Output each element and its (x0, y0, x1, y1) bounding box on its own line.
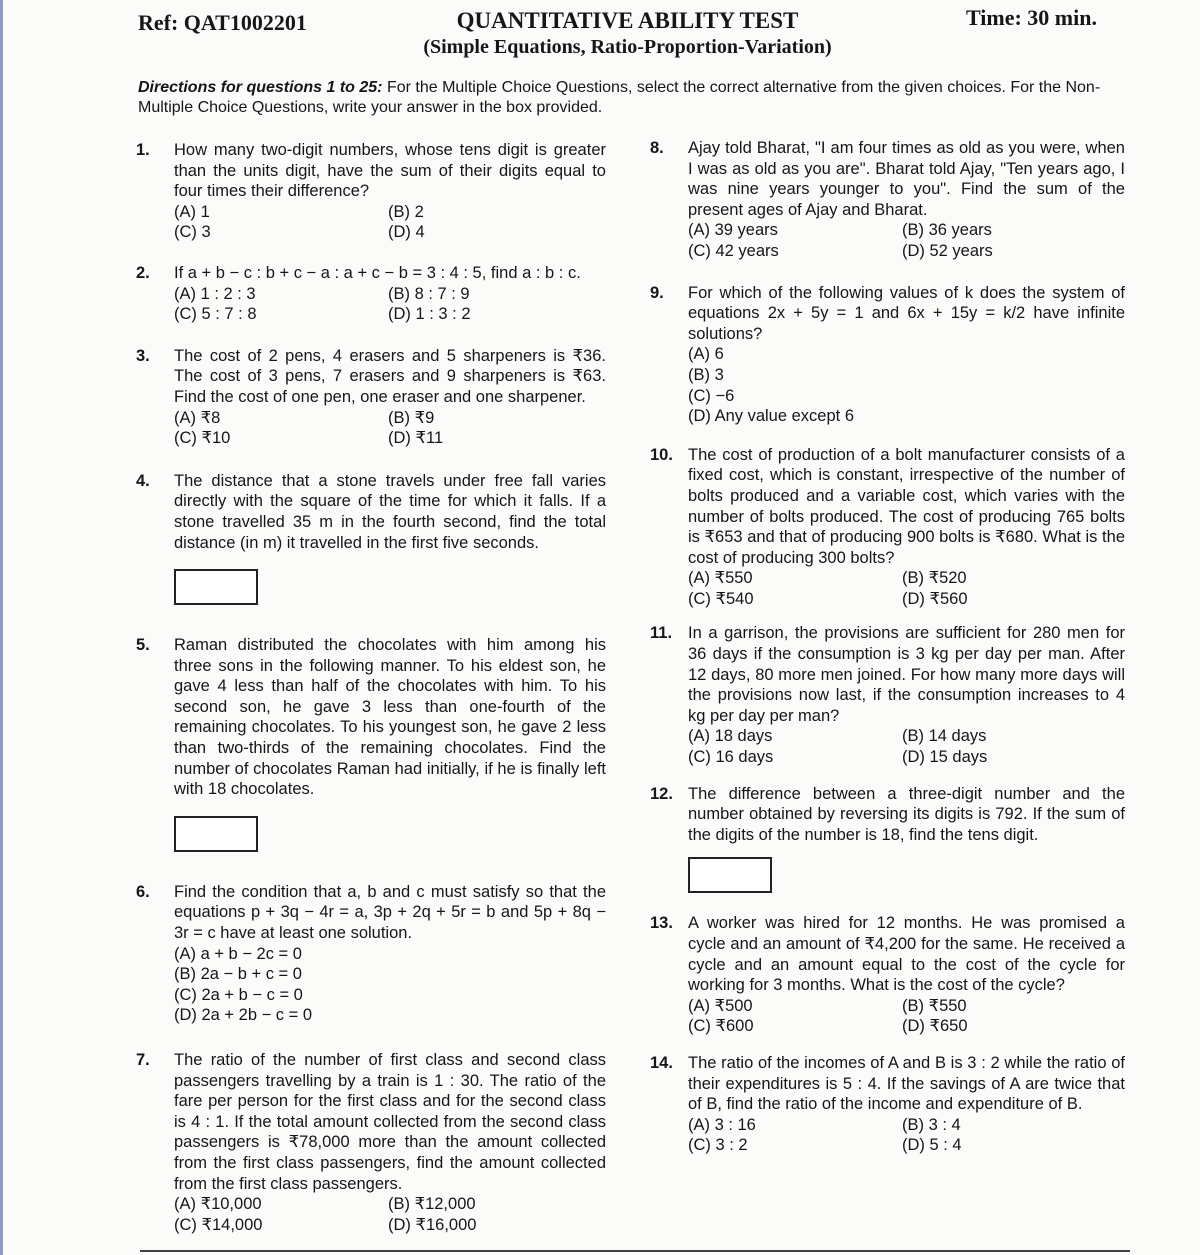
question-6 (136, 882, 606, 1026)
question-number: 1. (136, 141, 150, 159)
question-text: In a garrison, the provisions are sufficient for 280 men for 36 days if the consumption is 3 kg per day per man. After 12 days, 80 more men joined. For how many more days will the provisions now last, if the consumption increases to 4 kg per day per man? (688, 624, 1125, 725)
options (174, 944, 606, 1026)
question-13 (650, 913, 1125, 1037)
question-text: How many two-digit numbers, whose tens digit is greater than the units digit, have the sum of their digits equal to four times their difference? (174, 141, 606, 201)
option-c[interactable]: (C) 42 years (688, 241, 779, 260)
question-text: Find the condition that a, b and c must satisfy so that the equations p + 3q − 4r = a, 3p + 2q + 5r = b and 5p + 8q − 3r = c have at least one solution. (174, 882, 606, 943)
options (688, 344, 1125, 426)
question-11 (650, 623, 1125, 767)
option-a[interactable]: (A) ₹10,000 (174, 1195, 262, 1214)
option-c[interactable]: (C) 3 : 2 (688, 1136, 748, 1155)
directions (138, 78, 1128, 118)
option-b[interactable]: (B) 36 years (902, 221, 992, 240)
option-a[interactable]: (A) 1 : 2 : 3 (174, 284, 256, 303)
option-a[interactable]: (A) ₹550 (688, 569, 753, 588)
question-number: 7. (136, 1051, 150, 1069)
question-number: 5. (136, 636, 150, 655)
question-text: A worker was hired for 12 months. He was promised a cycle and an amount of ₹4,200 for the same. He received a cycle and an amount equal to the cost of the cycle for working for 3 months. What is the cost of the cycle? (688, 914, 1125, 995)
option-b[interactable]: (B) ₹9 (388, 408, 435, 427)
question-text: The ratio of the number of first class and second class passengers travelling by a train is 1 : 30. The ratio of the fare per person for the first class and for the second class is 4 : 1. If the total amount collected from the second class passengers is ₹78,000 more than the amount collected from the first class passengers, find the amount collected from the first class passengers. (174, 1051, 606, 1193)
option-c[interactable]: (C) ₹540 (688, 589, 754, 608)
question-1 (136, 140, 606, 243)
reference-code: Ref: QAT1002201 (138, 10, 307, 35)
options (688, 1115, 1125, 1156)
question-8 (650, 138, 1125, 262)
question-number: 13. (650, 914, 673, 933)
option-c[interactable]: (C) −6 (688, 386, 735, 405)
option-a[interactable]: (A) 6 (688, 345, 724, 364)
option-b[interactable]: (B) ₹520 (902, 569, 967, 588)
option-d[interactable]: (D) 5 : 4 (902, 1136, 962, 1155)
option-a[interactable]: (A) 3 : 16 (688, 1115, 756, 1134)
option-b[interactable]: (B) 14 days (902, 727, 987, 746)
question-number: 2. (136, 263, 150, 282)
directions-label: Directions for questions 1 to 25: (138, 79, 383, 96)
question-text: Raman distributed the chocolates with him among his three sons in the following manner. To his eldest son, he gave 4 less than half of the chocolates with him. To his second son, he gave 3 less than one-fourth of the remaining chocolates. To his youngest son, he gave 2 less than two-thirds of the remaining chocolates. Find the number of chocolates Raman had initially, if he is finally left with 18 chocolates. (174, 636, 606, 799)
options (174, 408, 606, 449)
option-b[interactable]: (B) 2a − b + c = 0 (174, 965, 302, 984)
directions-text: For the Multiple Choice Questions, select the correct alternative from the given choices. For the Non-Multiple Choice Questions, write your answer in the box provided. (138, 79, 1101, 116)
question-number: 10. (650, 445, 673, 464)
options (174, 202, 606, 243)
scan-edge (0, 0, 3, 1255)
options (688, 996, 1125, 1037)
question-4 (136, 471, 606, 605)
right-column (650, 138, 1125, 1156)
option-c[interactable]: (C) 16 days (688, 748, 774, 767)
test-subtitle: (Simple Equations, Ratio-Proportion-Variation) (423, 36, 832, 58)
question-number: 6. (136, 882, 150, 901)
question-number: 11. (650, 624, 673, 643)
question-number: 9. (650, 283, 664, 302)
question-5 (136, 635, 606, 852)
option-a[interactable]: (A) ₹8 (174, 408, 221, 427)
question-number: 8. (650, 139, 664, 157)
option-d[interactable]: (D) Any value except 6 (688, 407, 854, 426)
question-text: The ratio of the incomes of A and B is 3 : 2 while the ratio of their expenditures is 5 : 4. If the savings of A are twice that of B, find the ratio of the income and expenditure of B. (688, 1053, 1125, 1114)
left-column (136, 140, 606, 1235)
question-9 (650, 283, 1125, 427)
option-d[interactable]: (D) 2a + 2b − c = 0 (174, 1006, 313, 1025)
question-text: Ajay told Bharat, "I am four times as old as you were, when I was as old as you are". Bharat told Ajay, "Ten years ago, I was nine years younger to you". Find the sum of the present ages of Ajay and Bharat. (688, 139, 1125, 219)
question-text: The cost of 2 pens, 4 erasers and 5 sharpeners is ₹36. The cost of 3 pens, 7 erasers and 9 sharpeners is ₹63. Find the cost of one pen, one eraser and one sharpener. (174, 346, 606, 406)
question-number: 14. (650, 1053, 673, 1072)
option-d[interactable]: (D) ₹650 (902, 1017, 968, 1036)
options (688, 726, 1125, 767)
question-text: The difference between a three-digit number and the number obtained by reversing its digits is 792. If the sum of the digits of the number is 18, find the tens digit. (688, 784, 1125, 844)
option-b[interactable]: (B) ₹550 (902, 996, 967, 1015)
question-3 (136, 346, 606, 449)
options (174, 284, 606, 325)
question-7 (136, 1050, 606, 1235)
options (174, 1194, 606, 1235)
option-b[interactable]: (B) 8 : 7 : 9 (388, 284, 470, 303)
question-text: The cost of production of a bolt manufacturer consists of a fixed cost, which is constant, irrespective of the number of bolts produced and a variable cost, which varies with the number of bolts produced. The cost of producing 765 bolts is ₹653 and that of producing 900 bolts is ₹680. What is the cost of producing 300 bolts? (688, 445, 1125, 567)
option-c[interactable]: (C) ₹14,000 (174, 1215, 263, 1234)
option-d[interactable]: (D) ₹560 (902, 589, 968, 608)
answer-box[interactable] (174, 569, 258, 605)
question-number: 12. (650, 784, 673, 803)
option-c[interactable]: (C) ₹600 (688, 1017, 754, 1036)
answer-box[interactable] (174, 816, 258, 852)
option-a[interactable]: (A) a + b − 2c = 0 (174, 944, 302, 963)
option-a[interactable]: (A) 18 days (688, 727, 773, 746)
question-number: 3. (136, 346, 150, 365)
question-10 (650, 445, 1125, 610)
option-d[interactable]: (D) 1 : 3 : 2 (388, 305, 471, 324)
option-d[interactable]: (D) ₹11 (388, 429, 444, 448)
option-a[interactable]: (A) 1 (174, 202, 210, 221)
option-a[interactable]: (A) 39 years (688, 221, 778, 240)
question-12 (650, 784, 1125, 894)
option-d[interactable]: (D) 52 years (902, 241, 993, 260)
time-limit: Time: 30 min. (966, 5, 1097, 30)
option-a[interactable]: (A) ₹500 (688, 996, 753, 1015)
question-text: If a + b − c : b + c − a : a + c − b = 3 : 4 : 5, find a : b : c. (174, 263, 581, 282)
option-b[interactable]: (B) ₹12,000 (388, 1195, 476, 1214)
option-c[interactable]: (C) 2a + b − c = 0 (174, 985, 303, 1004)
question-14 (650, 1053, 1125, 1156)
option-b[interactable]: (B) 3 : 4 (902, 1115, 961, 1134)
options (688, 568, 1125, 609)
option-c[interactable]: (C) 3 (174, 223, 211, 242)
bottom-rule (140, 1250, 1130, 1252)
option-d[interactable]: (D) 15 days (902, 748, 988, 767)
question-text: The distance that a stone travels under free fall varies directly with the square of the time for which it falls. If a stone travelled 35 m in the fourth second, find the total distance (in m) it travelled in the first five seconds. (174, 471, 606, 552)
question-2 (136, 263, 606, 325)
option-c[interactable]: (C) 5 : 7 : 8 (174, 305, 257, 324)
answer-box[interactable] (688, 857, 772, 893)
option-c[interactable]: (C) ₹10 (174, 429, 231, 448)
option-b[interactable]: (B) 3 (688, 365, 724, 384)
test-title: QUANTITATIVE ABILITY TEST (456, 8, 799, 33)
option-d[interactable]: (D) ₹16,000 (388, 1215, 477, 1234)
option-b[interactable]: (B) 2 (388, 202, 424, 221)
options (688, 220, 1125, 261)
question-number: 4. (136, 471, 150, 490)
option-d[interactable]: (D) 4 (388, 223, 425, 242)
question-text: For which of the following values of k does the system of equations 2x + 5y = 1 and 6x + 15y = k/2 have infinite solutions? (688, 283, 1125, 343)
